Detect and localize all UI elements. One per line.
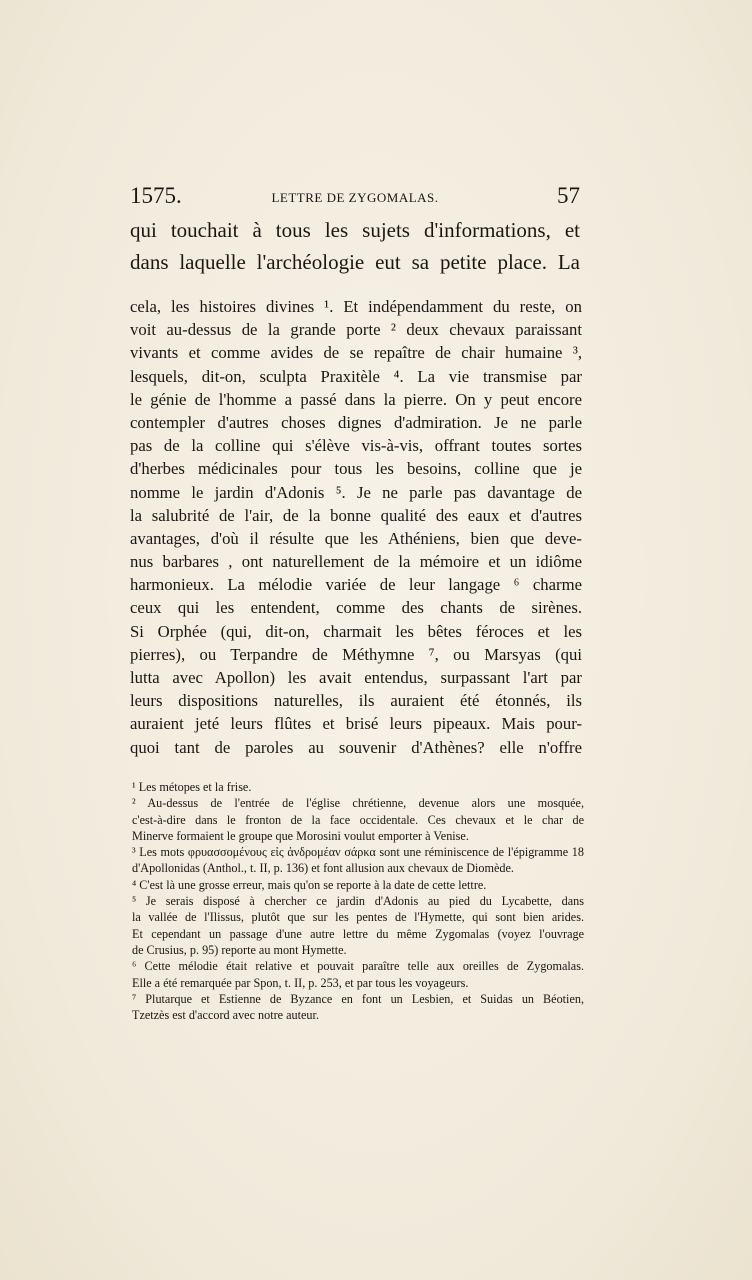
text-line: qui touchait à tous les sujets d'informations, et [130, 218, 580, 242]
footnote-line: Et cependant un passage d'une autre lettre du même Zygomalas (voyez l'ouvrage [132, 926, 584, 941]
footnote-line: ¹ Les métopes et la frise. [132, 780, 252, 794]
text-line: nomme le jardin d'Adonis ⁵. Je ne parle pas davantage de [130, 482, 582, 502]
footnote-line: ⁶ Cette mélodie était relative et pouvait paraître telle aux oreilles de Zygomalas. [132, 959, 584, 974]
page-number: 57 [557, 183, 580, 208]
text-line: vivants et comme avides de se repaître de chair humaine ³, [130, 343, 582, 363]
footnote-line: ⁷ Plutarque et Estienne de Byzance en font un Lesbien, et Suidas un Béotien, [132, 991, 584, 1006]
footnote-line: Minerve formaient le groupe que Morosini voulut emporter à Venise. [132, 828, 469, 843]
text-line: contempler d'autres choses dignes d'admiration. Je ne parle [130, 412, 582, 432]
text-line: quoi tant de paroles au souvenir d'Athènes? elle n'offre [130, 737, 582, 757]
text-line: cela, les histoires divines ¹. Et indépendamment du reste, on [130, 297, 582, 316]
footnote-line: c'est-à-dire dans le fronton de la face occidentale. Ces chevaux et le char de [132, 812, 584, 827]
body-paragraph [130, 295, 582, 759]
footnote-line: d'Apollonidas (Anthol., t. II, p. 136) et font allusion aux chevaux de Diomède. [132, 861, 514, 876]
footnote-line: de Crusius, p. 95) reporte au mont Hymette. [132, 942, 347, 957]
text-line: leurs dispositions naturelles, ils auraient été étonnés, ils [130, 691, 582, 711]
text-line: pas de la colline qui s'élève vis-à-vis, offrant toutes sortes [130, 436, 582, 456]
text-line: dans laquelle l'archéologie eut sa petite place. La [130, 250, 580, 274]
running-title: LETTRE DE ZYGOMALAS. [271, 190, 439, 205]
continuation-paragraph [130, 214, 580, 278]
page-header [130, 183, 580, 213]
text-line: ceux qui les entendent, comme des chants de sirènes. [130, 598, 582, 618]
header-year: 1575. [130, 183, 182, 208]
text-line: le génie de l'homme a passé dans la pierre. On y peut encore [130, 389, 582, 409]
footnote-line: la vallée de l'Ilissus, plutôt que sur les pentes de l'Hymette, qui sont bien arides. [132, 910, 584, 925]
footnote-line: Elle a été remarquée par Spon, t. II, p. 253, et par tous les voyageurs. [132, 975, 469, 990]
text-line: lutta avec Apollon) les avait entendus, surpassant l'art par [130, 668, 582, 687]
text-line: auraient jeté leurs flûtes et brisé leurs pipeaux. Mais pour- [130, 714, 582, 734]
text-line: avantages, d'où il résulte que les Athéniens, bien que deve- [130, 528, 582, 548]
text-line: voit au-dessus de la grande porte ² deux chevaux paraissant [130, 320, 582, 340]
footnote-line: Tzetzès est d'accord avec notre auteur. [132, 1008, 319, 1023]
text-line: la salubrité de l'air, de la bonne qualité des eaux et d'autres [130, 505, 582, 525]
text-line: pierres), ou Terpandre de Méthymne ⁷, ou Marsyas (qui [130, 644, 582, 664]
text-line: Si Orphée (qui, dit-on, charmait les bêtes féroces et les [130, 621, 582, 641]
footnotes [132, 779, 584, 1023]
text-line: d'herbes médicinales pour tous les besoins, colline que je [130, 459, 582, 479]
footnote-line: ² Au-dessus de l'entrée de l'église chrétienne, devenue alors une mosquée, [132, 796, 584, 811]
footnote-line: ⁵ Je serais disposé à chercher ce jardin d'Adonis au pied du Lycabette, dans [132, 894, 584, 909]
text-line: nus barbares , ont naturellement de la mémoire et un idiôme [130, 552, 582, 572]
text-line: lesquels, dit-on, sculpta Praxitèle ⁴. La vie transmise par [130, 366, 582, 386]
footnote-line: ⁴ C'est là une grosse erreur, mais qu'on se reporte à la date de cette lettre. [132, 877, 487, 892]
footnote-line: ³ Les mots φρυασσομένους εἰς ἀνδρομέαν σάρκα sont une réminiscence de l'épigramme 18 [132, 845, 584, 860]
text-line: harmonieux. La mélodie variée de leur langage ⁶ charme [130, 575, 582, 595]
